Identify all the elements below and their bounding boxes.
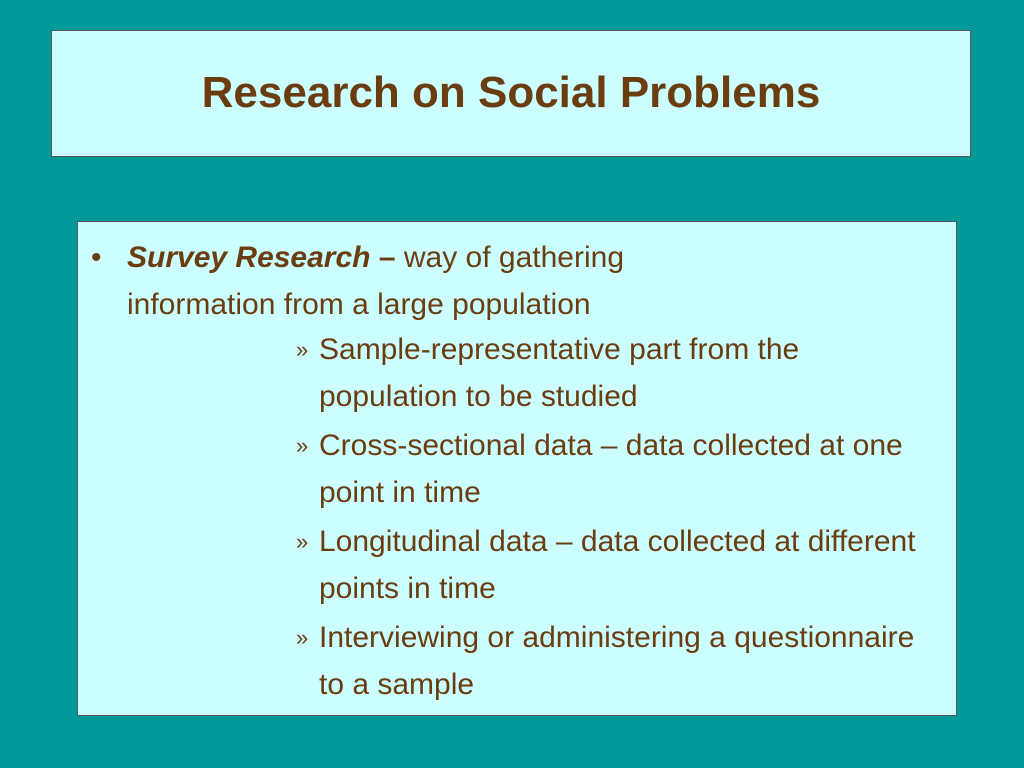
sub-bullet-text: Cross-sectional data – data collected at one point in time: [319, 429, 903, 509]
main-bullet: [91, 234, 771, 328]
double-chevron-icon: »: [296, 433, 309, 458]
sub-bullet-item: [296, 422, 936, 516]
sub-bullet-item: [296, 326, 936, 420]
bullet-definition: way of gathering information from a large population: [127, 241, 625, 321]
main-bullet-text: [127, 234, 771, 328]
title-panel: [51, 30, 971, 157]
slide-title: Research on Social Problems: [201, 67, 821, 117]
bullet-term: Survey Research: [127, 241, 371, 274]
double-chevron-icon: »: [296, 529, 309, 554]
bullet-dash: –: [378, 241, 396, 274]
sub-bullet-list: [296, 326, 936, 708]
double-chevron-icon: »: [296, 337, 309, 362]
sub-bullet-text: Sample-representative part from the population to be studied: [319, 333, 800, 413]
content-panel: [77, 221, 957, 716]
sub-bullet-item: [296, 518, 936, 612]
sub-bullet-item: [296, 614, 936, 708]
double-chevron-icon: »: [296, 625, 309, 650]
bullet-icon: •: [91, 241, 102, 274]
sub-bullet-text: Interviewing or administering a questionnaire to a sample: [319, 621, 915, 701]
sub-bullet-text: Longitudinal data – data collected at different points in time: [319, 525, 916, 605]
